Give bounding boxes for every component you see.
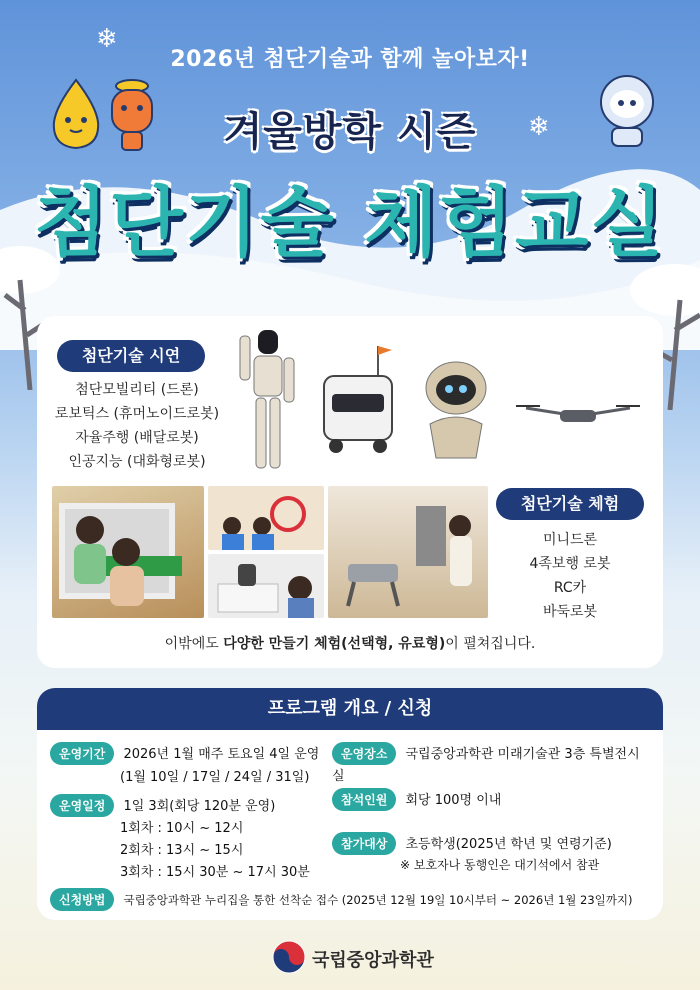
photo-children-rc-track <box>52 486 204 618</box>
drone-image <box>516 400 640 430</box>
experience-item: RC카 <box>553 580 587 596</box>
demo-list <box>52 378 222 474</box>
experience-item: 미니드론 <box>542 532 598 548</box>
note-prefix: 이밖에도 <box>164 636 224 652</box>
apply-row <box>50 888 660 911</box>
note-emphasis: 다양한 만들기 체험(선택형, 유료형) <box>223 636 446 652</box>
experience-list <box>496 528 644 624</box>
note-suffix: 이 펼쳐집니다. <box>445 636 536 652</box>
place-row <box>332 742 652 784</box>
snowflake-icon: ❄ <box>96 24 118 54</box>
schedule-row <box>50 794 340 817</box>
schedule-tag: 운영일정 <box>50 794 114 817</box>
organization-name: 국립중앙과학관 <box>312 950 434 971</box>
apply-value: 국립중앙과학관 누리집을 통한 선착순 접수 (2025년 12월 19일 10시부터 ~ 2026년 1월 23일까지) <box>123 893 633 907</box>
program-header: 프로그램 개요 / 신청 <box>37 688 663 730</box>
target-tag: 참가대상 <box>332 832 396 855</box>
schedule-value: 1일 3회(회당 120분 운영) <box>123 799 276 814</box>
target-value: 초등학생(2025년 학년 및 연령기준) <box>405 837 612 852</box>
snowflake-icon: ❄ <box>528 112 550 142</box>
session-item: 2회차 : 13시 ~ 15시 <box>120 843 244 858</box>
page-title: 첨단기술 체험교실 <box>34 178 666 267</box>
taegeuk-logo-icon <box>272 940 306 974</box>
demo-item: 인공지능 (대화형로봇) <box>68 454 206 470</box>
extra-activities-note <box>37 633 663 653</box>
photo-drone-hoops <box>208 486 324 550</box>
target-note: ※ 보호자나 동행인은 대기석에서 참관 <box>400 858 600 872</box>
demo-item: 첨단모빌리티 (드론) <box>75 382 199 398</box>
demo-label-pill: 첨단기술 시연 <box>57 340 205 372</box>
experience-label-pill: 첨단기술 체험 <box>496 488 644 520</box>
season-title: 겨울방학 시즌 <box>223 109 477 155</box>
period-row <box>50 742 340 765</box>
photo-quadruped-robot <box>328 486 488 618</box>
target-row <box>332 832 652 855</box>
humanoid-robot-image <box>238 326 298 476</box>
capacity-value: 회당 100명 이내 <box>405 793 502 808</box>
period-value: 2026년 1월 매주 토요일 4일 운영 <box>123 747 320 762</box>
session-item: 3회차 : 15시 30분 ~ 17시 30분 <box>120 865 310 880</box>
capacity-row <box>332 788 652 811</box>
capacity-tag: 참석인원 <box>332 788 396 811</box>
session-list <box>120 818 310 884</box>
photo-go-robot <box>208 554 324 618</box>
period-dates: (1월 10일 / 17일 / 24일 / 31일) <box>120 770 310 785</box>
conversation-robot-image <box>416 354 496 464</box>
experience-item: 4족보행 로봇 <box>529 556 611 572</box>
demo-item: 로보틱스 (휴머노이드로봇) <box>54 406 220 422</box>
place-value: 국립중앙과학관 미래기술관 3층 특별전시실 <box>332 747 640 784</box>
period-tag: 운영기간 <box>50 742 114 765</box>
place-tag: 운영장소 <box>332 742 396 765</box>
experience-item: 바둑로봇 <box>542 604 598 620</box>
demo-item: 자율주행 (배달로봇) <box>75 430 199 446</box>
apply-tag: 신청방법 <box>50 888 114 911</box>
delivery-robot-image <box>318 346 398 456</box>
headline: 2026년 첨단기술과 함께 놀아보자! <box>170 47 530 72</box>
session-item: 1회차 : 10시 ~ 12시 <box>120 821 244 836</box>
